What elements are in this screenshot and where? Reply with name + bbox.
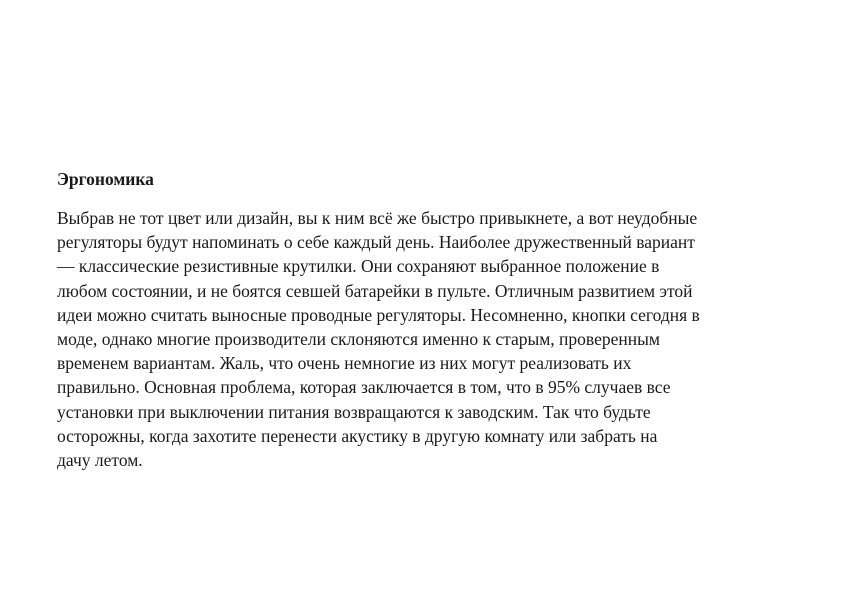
paragraph-line: регуляторы будут напоминать о себе каждый день. Наиболее дружественный вариант xyxy=(57,232,695,253)
paragraph-line: Выбрав не тот цвет или дизайн, вы к ним всё же быстро привыкнете, а вот неудобные xyxy=(57,208,698,228)
body-paragraph xyxy=(57,206,700,472)
paragraph-line: дачу летом. xyxy=(57,450,143,471)
paragraph-line: — классические резистивные крутилки. Они сохраняют выбранное положение в xyxy=(57,256,660,277)
paragraph-line: временем вариантам. Жаль, что очень немногие из них могут реализовать их xyxy=(57,353,632,374)
paragraph-line: установки при выключении питания возвращаются к заводским. Так что будьте xyxy=(57,401,651,422)
paragraph-line: идеи можно считать выносные проводные регуляторы. Несомненно, кнопки сегодня в xyxy=(57,304,700,325)
ergonomics-section xyxy=(57,168,797,471)
paragraph-line: осторожны, когда захотите перенести акустику в другую комнату или забрать на xyxy=(57,425,658,446)
paragraph-line: любом состоянии, и не боятся севшей батарейки в пульте. Отличным развитием этой xyxy=(57,280,693,301)
paragraph-line: моде, однако многие производители склоняются именно к старым, проверенным xyxy=(57,329,660,350)
paragraph-line: правильно. Основная проблема, которая заключается в том, что в 95% случаев все xyxy=(57,377,671,398)
section-heading: Эргономика xyxy=(57,169,154,189)
